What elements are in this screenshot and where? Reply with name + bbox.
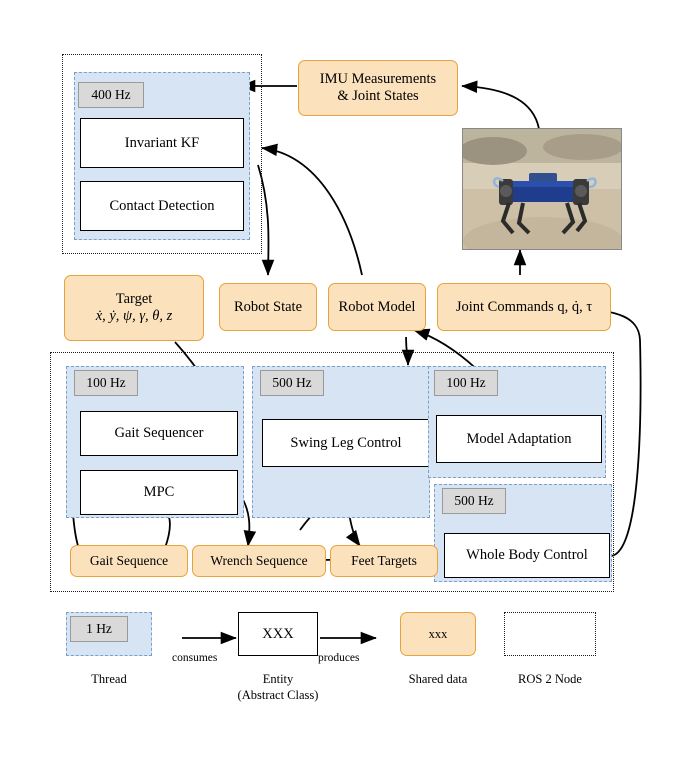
legend-thread-frequency: 1 Hz — [70, 616, 128, 642]
robot-photo-graphic — [463, 129, 622, 250]
shared-robot-model[interactable]: Robot Model — [328, 283, 426, 331]
quadruped-robot-photo — [462, 128, 622, 250]
entity-swing-leg-control[interactable]: Swing Leg Control — [262, 419, 430, 467]
shared-target[interactable] — [64, 275, 204, 341]
shared-gait-sequence[interactable]: Gait Sequence — [70, 545, 188, 577]
target-line-1: Target — [115, 291, 153, 308]
target-line-2: ẋ, ẏ, ψ, γ, θ, z — [95, 308, 173, 324]
shared-feet-targets[interactable]: Feet Targets — [330, 545, 438, 577]
entity-invariant-kf[interactable]: Invariant KF — [80, 118, 244, 168]
shared-joint-commands[interactable]: Joint Commands q, q̇, τ — [437, 283, 611, 331]
entity-mpc[interactable]: MPC — [80, 470, 238, 515]
legend-thread-label: Thread — [91, 672, 127, 686]
legend-ros-node-box — [504, 612, 596, 656]
imu-line-2: & Joint States — [337, 88, 419, 104]
shared-robot-state[interactable]: Robot State — [219, 283, 317, 331]
state-estimation-frequency: 400 Hz — [78, 82, 144, 108]
entity-model-adaptation[interactable]: Model Adaptation — [436, 415, 602, 463]
legend-entity-label-2: (Abstract Class) — [237, 688, 319, 702]
legend-shared-label: Shared data — [408, 672, 468, 686]
legend-entity-box: XXX — [238, 612, 318, 656]
legend-shared-box: xxx — [400, 612, 476, 656]
legend-entity-label-1: Entity — [262, 672, 294, 686]
legend-produces-label: produces — [318, 652, 360, 664]
shared-imu-measurements[interactable] — [298, 60, 458, 116]
thread-gait-mpc-frequency: 100 Hz — [74, 370, 138, 396]
entity-whole-body-control[interactable]: Whole Body Control — [444, 533, 610, 578]
legend-ros-node-label: ROS 2 Node — [518, 672, 582, 686]
shared-wrench-sequence[interactable]: Wrench Sequence — [192, 545, 326, 577]
thread-model-adaptation-frequency: 100 Hz — [434, 370, 498, 396]
entity-contact-detection[interactable]: Contact Detection — [80, 181, 244, 231]
thread-swing-leg-frequency: 500 Hz — [260, 370, 324, 396]
entity-gait-sequencer[interactable]: Gait Sequencer — [80, 411, 238, 456]
imu-line-1: IMU Measurements — [319, 71, 437, 88]
thread-whole-body-frequency: 500 Hz — [442, 488, 506, 514]
legend-consumes-label: consumes — [172, 652, 218, 664]
